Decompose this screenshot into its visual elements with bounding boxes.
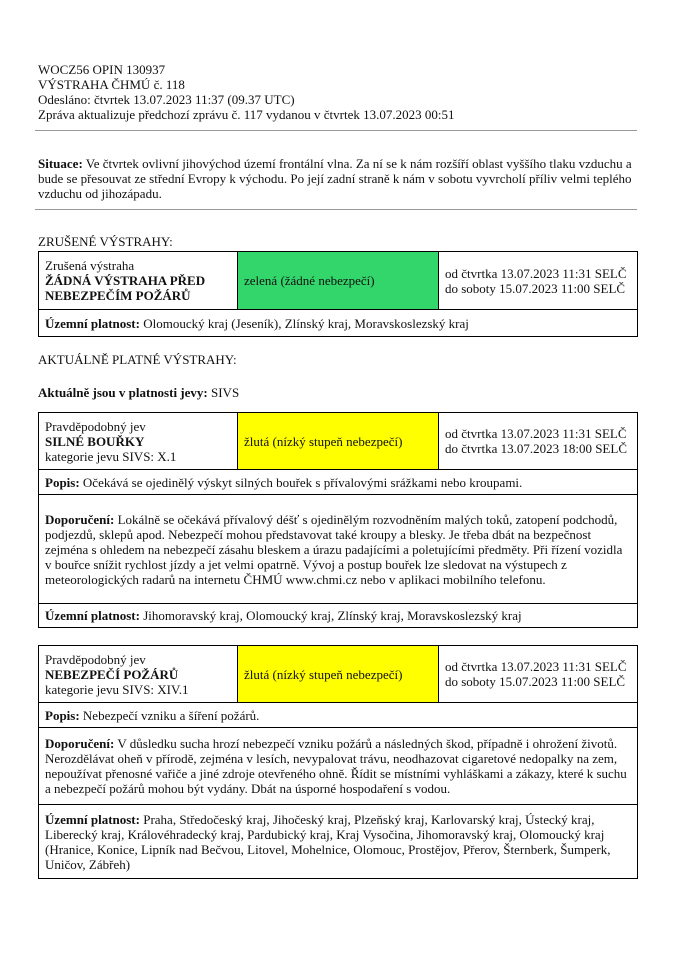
warning-validity-cell <box>439 252 638 310</box>
situation-text: Ve čtvrtek ovlivní jihovýchod území frontální vlna. Za ní se k nám rozšíří oblast vyššího tlaku vzduchu a bude se přesouvat ze střední Evropy k východu. Po její zadní straně k nám v sobotu vyvrcholí příliv velmi teplého vzduchu od jihozápadu. <box>38 156 632 201</box>
recommendation-label: Doporučení: <box>45 736 115 751</box>
divider <box>35 130 637 131</box>
warning-name: SILNÉ BOUŘKY <box>45 433 145 449</box>
active-warning-table-storms <box>38 412 638 628</box>
recommendation-cell <box>39 495 638 604</box>
cancelled-warning-table <box>38 251 638 337</box>
valid-from: od čtvrtka 13.07.2023 11:31 SELČ <box>445 659 627 674</box>
message-header <box>38 62 454 122</box>
warning-category: kategorie jevu SIVS: XIV.1 <box>45 681 189 697</box>
recommendation-text: V důsledku sucha hrozí nebezpečí vzniku požárů a následných škod, případně i ohrožení životů. Nerozdělávat oheň v přírodě, zejména v lesích, nevypalovat trávu, neodhazovat cigaretové nedopalky na zem, nepoužívat přenosné vařiče a jiné zdroje otevřeného ohně. Řídit se místními vyhláškami a zákazy, které k suchu a nebezpečí požárů mohou být vydány. Dbát na úsporné hospodaření s vodou. <box>45 736 627 796</box>
recommendation-label: Doporučení: <box>45 511 115 527</box>
message-id: WOCZ56 OPIN 130937 <box>38 62 166 77</box>
description-label: Popis: <box>45 707 80 723</box>
situation-label: Situace: <box>38 156 83 171</box>
area-validity-cell <box>39 310 638 337</box>
recommendation-text: Lokálně se očekává přívalový déšť s ojedinělým rozvodněním malých toků, zatopení podchodů, podjezdů, sklepů apod. Nebezpečí mohou představovat také kroupy a blesky. Je třeba dbát na bezpečnost zejména s ohledem na nebezpečí zásahu bleskem a úrazu padajícími a poletujícími předměty. Při řízení vozidla v bouřce snížit rychlost jízdy a jet velmi opatrně. Vývoj a postup bouřek lze sledovat na výstupech z meteorologických radarů na internetu ČHMÚ www.chmi.cz nebo v aplikaci mobilního telefonu. <box>45 511 623 587</box>
active-section-title: AKTUÁLNĚ PLATNÉ VÝSTRAHY: <box>38 352 237 367</box>
active-phenomena-line <box>38 385 239 400</box>
warning-number: VÝSTRAHA ČHMÚ č. 118 <box>38 77 185 92</box>
warning-type-label: Zrušená výstraha <box>45 258 135 273</box>
warning-name: NEBEZPEČÍ POŽÁRŮ <box>45 666 179 682</box>
description-cell <box>39 470 638 495</box>
warning-name-cell <box>39 646 238 703</box>
sent-timestamp: Odesláno: čtvrtek 13.07.2023 11:37 (09.37 UTC) <box>38 92 295 107</box>
recommendation-cell <box>39 728 638 805</box>
warning-type-label: Pravděpodobný jev <box>45 651 146 667</box>
area-text: Olomoucký kraj (Jeseník), Zlínský kraj, Moravskoslezský kraj <box>139 315 469 331</box>
area-label: Územní platnost: <box>45 608 140 623</box>
area-text: Praha, Středočeský kraj, Jihočeský kraj, Plzeňský kraj, Karlovarský kraj, Ústecký kraj, Liberecký kraj, Královéhradecký kraj, Pardubický kraj, Kraj Vysočina, Jihomoravský kraj, Olomoucký kraj (Hranice, Konice, Lipník nad Bečvou, Litovel, Mohelnice, Olomouc, Prostějov, Přerov, Šternberk, Šumperk, Uničov, Zábřeh) <box>45 811 611 872</box>
warning-name: ŽÁDNÁ VÝSTRAHA PŘED NEBEZPEČÍM POŽÁRŮ <box>45 273 206 303</box>
valid-from: od čtvrtka 13.07.2023 11:31 SELČ <box>445 265 627 281</box>
area-label: Územní platnost: <box>45 315 140 331</box>
warning-level-cell: žlutá (nízký stupeň nebezpečí) <box>238 413 439 470</box>
situation-paragraph <box>38 156 636 201</box>
area-validity-cell <box>39 604 638 628</box>
area-label: Územní platnost: <box>45 811 140 827</box>
divider <box>35 209 637 210</box>
warning-type-label: Pravděpodobný jev <box>45 418 146 434</box>
phenomena-value: SIVS <box>207 385 240 400</box>
valid-to: do soboty 15.07.2023 11:00 SELČ <box>445 280 626 296</box>
cancelled-section-title: ZRUŠENÉ VÝSTRAHY: <box>38 234 173 249</box>
area-text: Jihomoravský kraj, Olomoucký kraj, Zlínský kraj, Moravskoslezský kraj <box>139 608 522 623</box>
valid-to: do soboty 15.07.2023 11:00 SELČ <box>445 674 626 689</box>
warning-validity-cell <box>439 413 638 470</box>
area-validity-cell <box>39 805 638 879</box>
warning-name-cell <box>39 413 238 470</box>
description-text: Nebezpečí vzniku a šíření požárů. <box>79 707 260 723</box>
warning-category: kategorie jevu SIVS: X.1 <box>45 448 177 464</box>
warning-level-cell: žlutá (nízký stupeň nebezpečí) <box>238 646 439 703</box>
update-note: Zpráva aktualizuje předchozí zprávu č. 117 vydanou v čtvrtek 13.07.2023 00:51 <box>38 107 455 122</box>
description-cell <box>39 703 638 728</box>
active-warning-table-fires <box>38 645 638 879</box>
valid-to: do čtvrtka 13.07.2023 18:00 SELČ <box>445 441 627 456</box>
warning-level-cell: zelená (žádné nebezpečí) <box>238 252 439 310</box>
warning-validity-cell <box>439 646 638 703</box>
valid-from: od čtvrtka 13.07.2023 11:31 SELČ <box>445 426 627 441</box>
warning-name-cell <box>39 252 238 310</box>
phenomena-label: Aktuálně jsou v platnosti jevy: <box>38 385 208 400</box>
description-text: Očekává se ojedinělý výskyt silných bouřek s přívalovými srážkami nebo kroupami. <box>79 474 523 490</box>
description-label: Popis: <box>45 474 80 490</box>
